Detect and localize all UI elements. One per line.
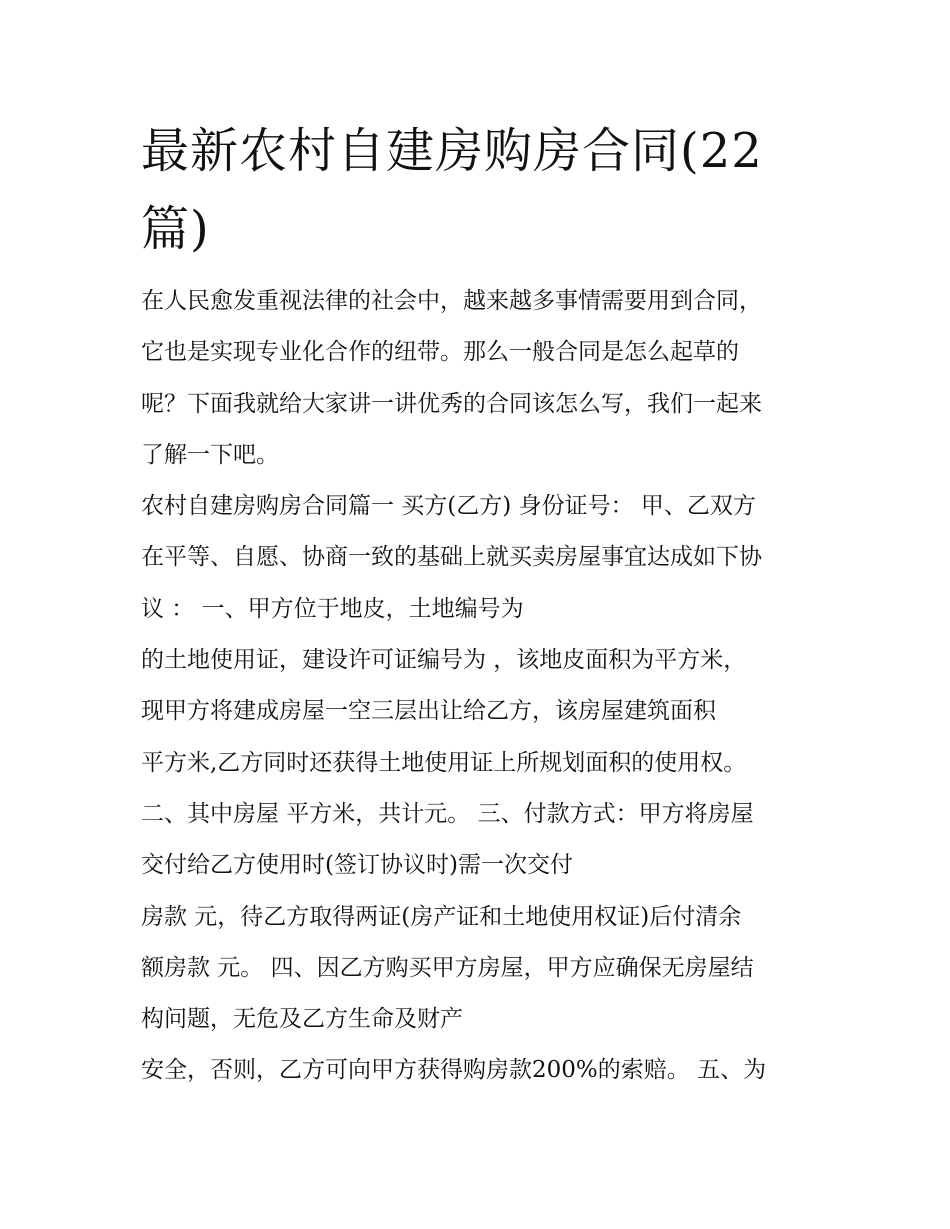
body-line: 安全，否则，乙方可向甲方获得购房款200%的索赔。 五、为 xyxy=(141,1057,767,1084)
body-line: 呢？下面我就给大家讲一讲优秀的合同该怎么写，我们一起来 xyxy=(141,390,762,417)
body-line: 平方米,乙方同时还获得土地使用证上所规划面积的使用权。 xyxy=(141,749,747,776)
body-line: 它也是实现专业化合作的纽带。那么一般合同是怎么起草的 xyxy=(141,339,739,366)
title-line: 最新农村自建房购房合同(22 xyxy=(141,123,763,179)
body-line: 议 ： 一、甲方位于地皮，土地编号为 xyxy=(141,595,524,622)
body-line: 的土地使用证，建设许可证编号为 ，该地皮面积为平方米， xyxy=(141,647,747,674)
body-line: 了解一下吧。 xyxy=(141,441,279,468)
title-line: 篇) xyxy=(141,201,210,257)
body-line: 房款 元，待乙方取得两证(房产证和土地使用权证)后付清余 xyxy=(141,903,742,930)
body-line: 二、其中房屋 平方米，共计元。 三、付款方式：甲方将房屋 xyxy=(141,800,754,827)
body-line: 额房款 元。 四、因乙方购买甲方房屋，甲方应确保无房屋结 xyxy=(141,954,754,981)
body-line: 在平等、自愿、协商一致的基础上就买卖房屋事宜达成如下协 xyxy=(141,544,762,571)
body-line: 构问题，无危及乙方生命及财产 xyxy=(141,1006,463,1033)
document-title xyxy=(141,112,821,268)
document-body xyxy=(141,276,821,1097)
body-line: 农村自建房购房合同篇一 买方(乙方) 身份证号： 甲、乙双方 xyxy=(141,493,756,520)
body-line: 交付给乙方使用时(签订协议时)需一次交付 xyxy=(141,852,573,879)
body-line: 现甲方将建成房屋一空三层出让给乙方，该房屋建筑面积 xyxy=(141,698,716,725)
body-line: 在人民愈发重视法律的社会中，越来越多事情需要用到合同， xyxy=(141,288,762,314)
